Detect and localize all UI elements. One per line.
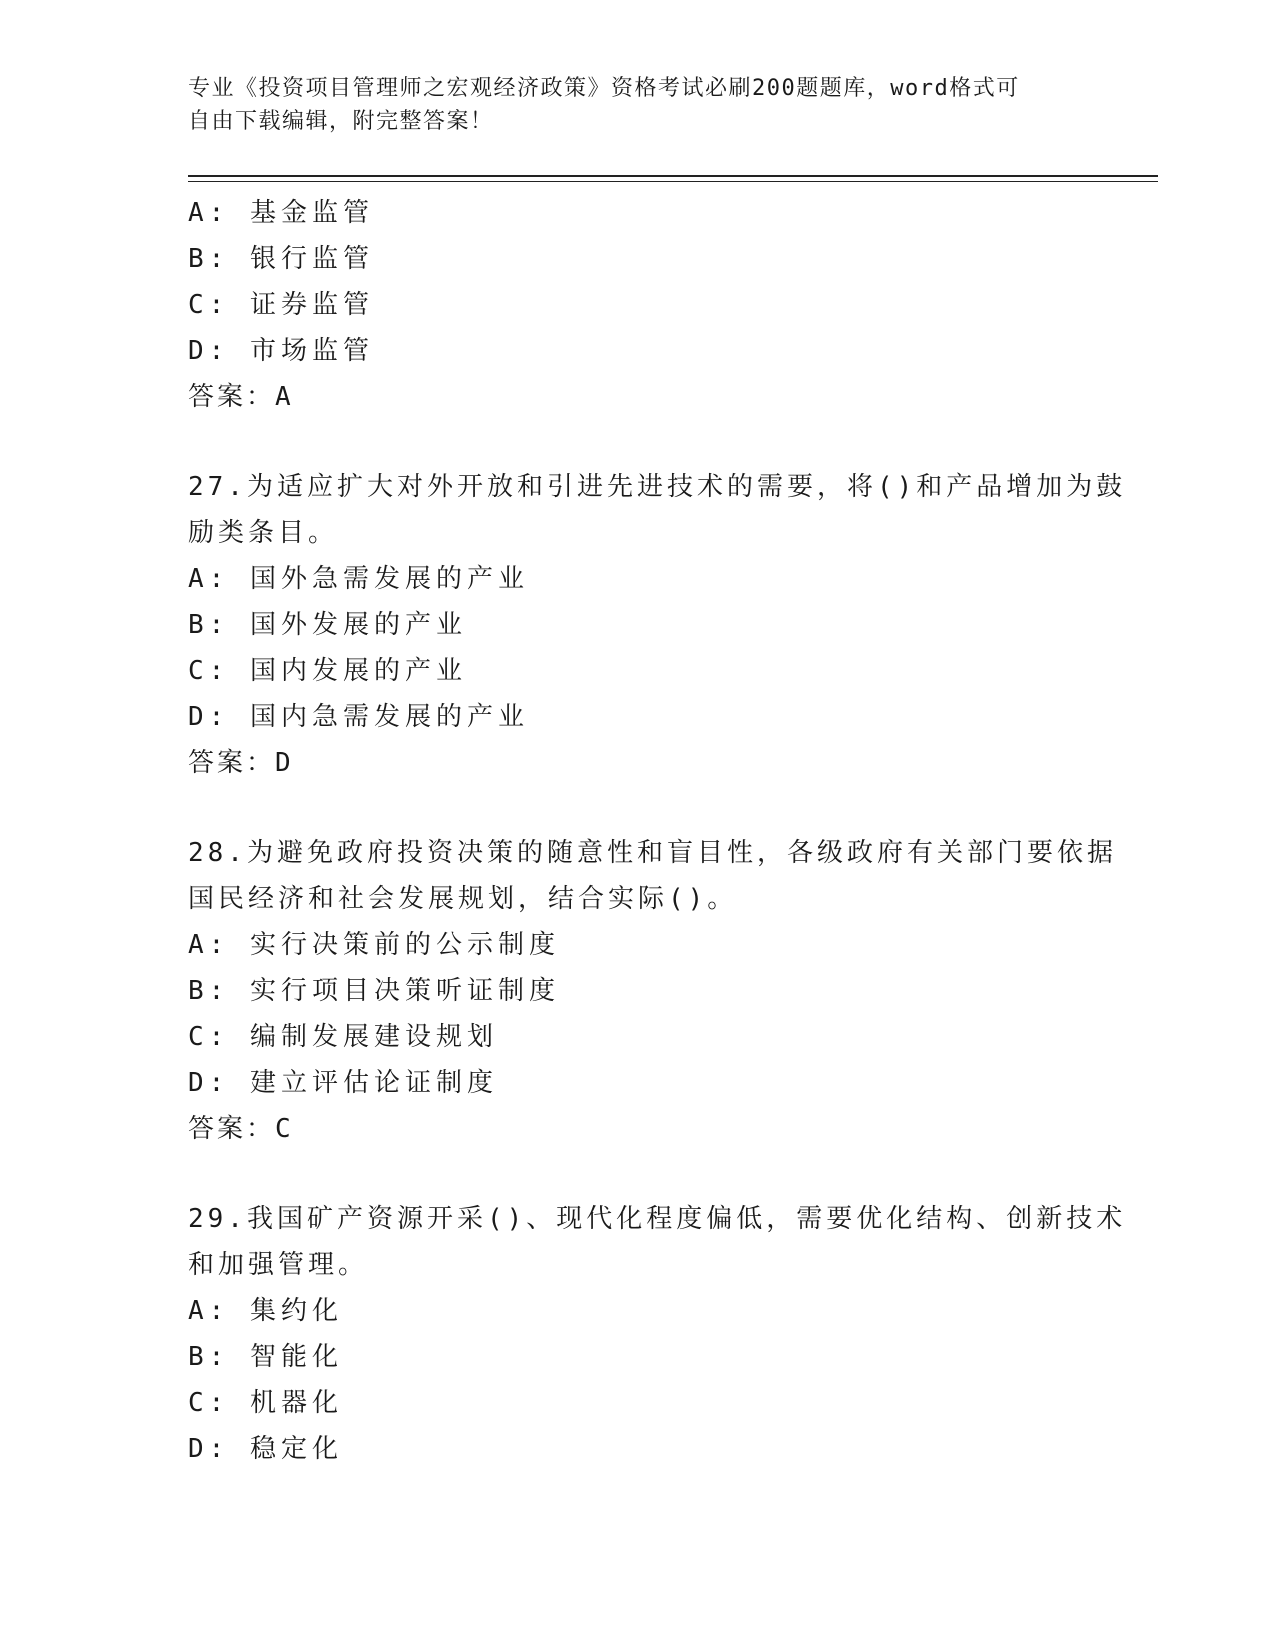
- option-d: D: 市场监管: [188, 336, 374, 366]
- stem-line: 27.为适应扩大对外开放和引进先进技术的需要，将()和产品增加为鼓: [188, 472, 1127, 502]
- option-d: D: 稳定化: [188, 1434, 343, 1464]
- option-b: B: 银行监管: [188, 244, 374, 274]
- option-a: A: 集约化: [188, 1296, 343, 1326]
- question-stem: [188, 464, 1127, 556]
- header-line-2: 自由下载编辑，附完整答案！: [188, 109, 494, 134]
- stem-line: 励类条目。: [188, 518, 339, 548]
- option-c: C: 国内发展的产业: [188, 656, 467, 686]
- stem-line: 国民经济和社会发展规划，结合实际()。: [188, 884, 738, 914]
- answer: 答案：C: [188, 1114, 294, 1144]
- question-27: [188, 464, 1127, 786]
- option-b: B: 智能化: [188, 1342, 343, 1372]
- option-a: A: 基金监管: [188, 198, 374, 228]
- header-line-1: 专业《投资项目管理师之宏观经济政策》资格考试必刷200题题库，word格式可: [188, 76, 1020, 101]
- answer: 答案：A: [188, 382, 294, 412]
- document-header: [188, 72, 1088, 138]
- answer: 答案：D: [188, 748, 294, 778]
- option-c: C: 证券监管: [188, 290, 374, 320]
- option-c: C: 机器化: [188, 1388, 343, 1418]
- question-stem: [188, 1196, 1127, 1288]
- question-28: [188, 830, 1117, 1152]
- option-b: B: 实行项目决策听证制度: [188, 976, 560, 1006]
- header-divider-thin: [188, 181, 1158, 182]
- option-d: D: 国内急需发展的产业: [188, 702, 529, 732]
- question-29: [188, 1196, 1127, 1472]
- option-c: C: 编制发展建设规划: [188, 1022, 498, 1052]
- question-list: [188, 190, 1127, 1472]
- header-divider-thick: [188, 175, 1158, 177]
- stem-line: 28.为避免政府投资决策的随意性和盲目性，各级政府有关部门要依据: [188, 838, 1117, 868]
- stem-line: 和加强管理。: [188, 1250, 369, 1280]
- option-a: A: 国外急需发展的产业: [188, 564, 529, 594]
- option-d: D: 建立评估论证制度: [188, 1068, 498, 1098]
- stem-line: 29.我国矿产资源开采()、现代化程度偏低，需要优化结构、创新技术: [188, 1204, 1127, 1234]
- option-b: B: 国外发展的产业: [188, 610, 467, 640]
- question-26-tail: [188, 190, 1088, 420]
- option-a: A: 实行决策前的公示制度: [188, 930, 560, 960]
- question-stem: [188, 830, 1117, 922]
